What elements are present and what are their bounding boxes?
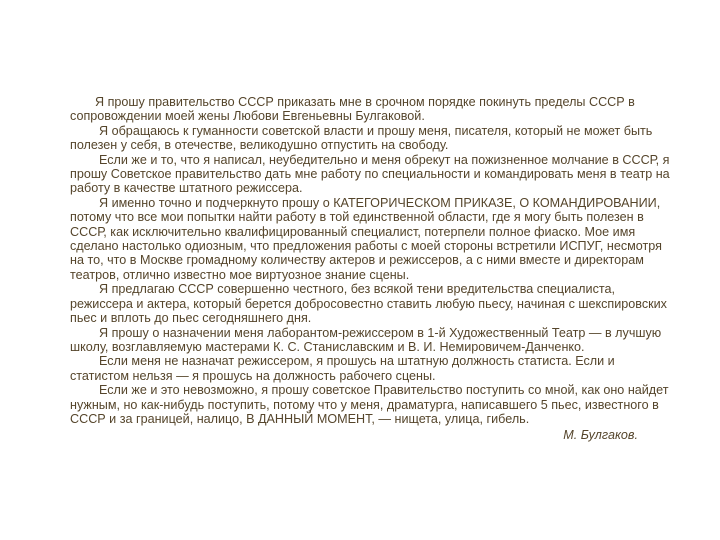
- letter-paragraph: Я предлагаю СССР совершенно честного, без всякой тени вредительства специалиста, режиссера и актера, который берется добросовестно ставить любую пьесу, начиная с шекспировских пьес и вплоть до пьес сегодняшнего дня.: [70, 282, 667, 326]
- signature: М. Булгаков.: [563, 428, 638, 443]
- letter-paragraph: Я прошу о назначении меня лаборантом-режиссером в 1-й Художественный Театр — в лучшую школу, возглавляемую мастерами К. С. Станиславским и В. И. Немировичем-Данченко.: [70, 325, 662, 354]
- letter-paragraph: Я обращаюсь к гуманности советской власти и прошу меня, писателя, который не может быть полезен у себя, в отечестве, великодушно отпустить на свободу.: [70, 123, 653, 153]
- letter-body: [70, 95, 676, 443]
- letter-paragraph: Если же и то, что я написал, неубедительно и меня обрекут на пожизненное молчание в СССР, я прошу Советское правительство дать мне работу по специальности и командировать меня в театр на работу в качестве штатного режиссера.: [70, 152, 670, 196]
- letter-paragraph: Если меня не назначат режиссером, я прошусь на штатную должность статиста. Если и статистом нельзя — я прошусь на должность рабочего сцены.: [70, 354, 615, 383]
- letter-paragraph: Я именно точно и подчеркнуто прошу о КАТЕГОРИЧЕСКОМ ПРИКАЗЕ, О КОМАНДИРОВАНИИ, потому что все мои попытки найти работу в той единственной области, где я могу быть полезен в СССР, как исключительно квалифицированный специалист, потерпели полное фиаско. Мое имя сделано настолько одиозным, что предложения работы с моей стороны встретили ИСПУГ, несмотря на то, что в Москве громадному количеству актеров и режиссеров, а с ними вместе и директорам театров, отлично известно мое виртуозное знание сцены.: [70, 195, 662, 282]
- letter-paragraph: Я прошу правительство СССР приказать мне в срочном порядке покинуть пределы СССР в сопровождении моей жены Любови Евгеньевны Булгаковой.: [70, 95, 635, 124]
- letter-paragraph: Если же и это невозможно, я прошу советское Правительство поступить со мной, как оно найдет нужным, но как-нибудь поступить, потому что у меня, драматурга, написавшего 5 пьес, известного в СССР и за границей, налицо, В ДАННЫЙ МОМЕНТ, — нищета, улица, гибель.: [70, 383, 669, 426]
